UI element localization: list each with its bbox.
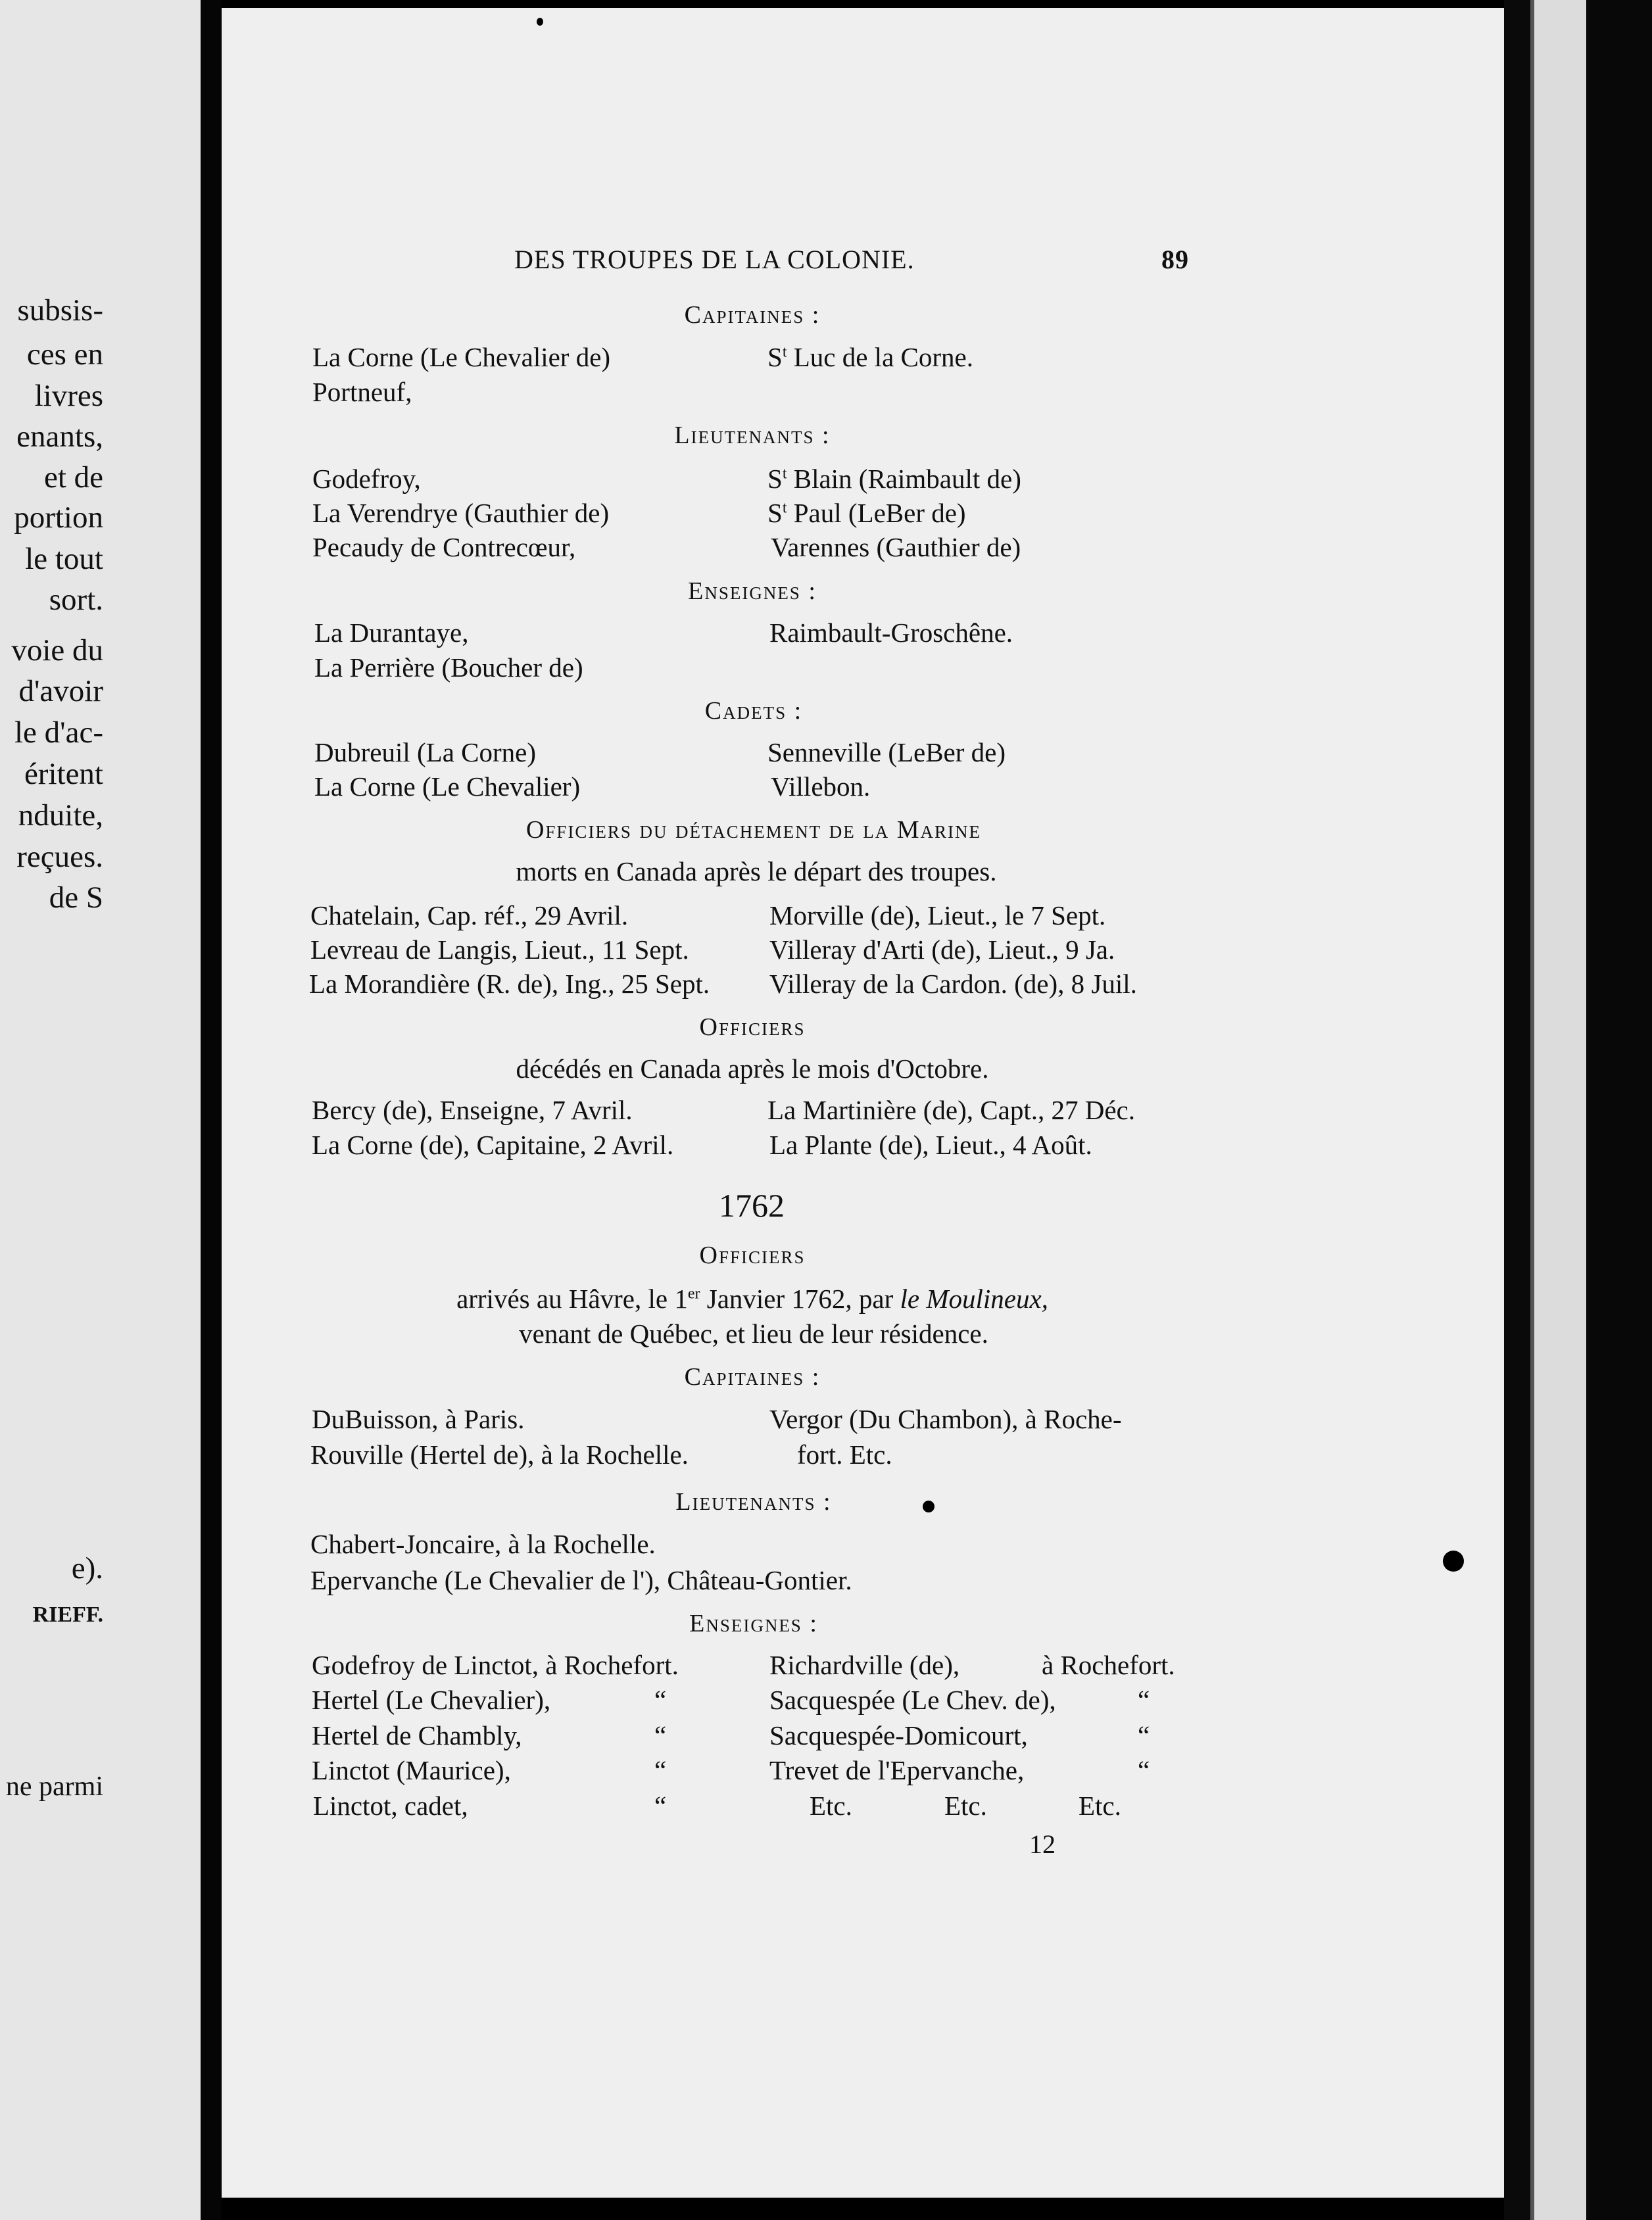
entry-right: Varennes (Gauthier de) — [771, 532, 1021, 562]
ditto-mark: “ — [1138, 1720, 1150, 1750]
page-edge-background — [1586, 0, 1652, 2220]
year-heading: 1762 — [719, 1187, 785, 1224]
entry-line: Chabert-Joncaire, à la Rochelle. — [310, 1529, 656, 1559]
entry-left: Godefroy, — [312, 464, 421, 494]
entry-right: La Plante (de), Lieut., 4 Août. — [769, 1130, 1092, 1160]
left-page-line: nduite, — [18, 798, 103, 832]
entry-right-tail: à Rochefort. — [1042, 1650, 1175, 1680]
book-gutter — [201, 0, 222, 2220]
left-page-line: le tout — [25, 542, 103, 576]
entry-left: La Corne (Le Chevalier) — [314, 771, 581, 802]
entry-right: Senneville (LeBer de) — [767, 737, 1006, 767]
entry-left: Bercy (de), Enseigne, 7 Avril. — [312, 1095, 633, 1125]
left-page-line: e). — [71, 1551, 103, 1585]
left-page-line: enants, — [16, 420, 103, 454]
section-heading: Officiers — [699, 1242, 806, 1269]
entry-left: Dubreuil (La Corne) — [314, 737, 536, 767]
ink-speck — [923, 1501, 935, 1512]
entry-right: fort. Etc. — [797, 1439, 892, 1470]
entry-right: Sacquespée (Le Chev. de), — [769, 1685, 1056, 1715]
entry-left: La Durantaye, — [314, 617, 469, 648]
ink-speck — [537, 18, 543, 26]
entry-line: Epervanche (Le Chevalier de l'), Château-Gontier. — [310, 1565, 852, 1595]
entry-left: Levreau de Langis, Lieut., 11 Sept. — [310, 934, 689, 965]
entry-right: $S^t$ Paul (LeBer de) — [767, 498, 966, 528]
entry-right: Vergor (Du Chambon), à Roche- — [769, 1404, 1122, 1434]
entry-left: DuBuisson, à Paris. — [312, 1404, 525, 1434]
ditto-mark: “ — [1138, 1755, 1150, 1785]
entry-left: La Corne (de), Capitaine, 2 Avril. — [312, 1130, 674, 1160]
entry-right: Etc. — [944, 1791, 987, 1821]
section-intro: venant de Québec, et lieu de leur résidence. — [519, 1318, 988, 1349]
left-page-line: reçues. — [16, 840, 103, 874]
entry-left: La Corne (Le Chevalier de) — [312, 342, 611, 372]
signature-mark: 12 — [1029, 1829, 1056, 1859]
section-heading: Enseignes : — [689, 1610, 818, 1637]
ditto-mark: “ — [654, 1755, 667, 1785]
entry-left: Hertel (Le Chevalier), — [312, 1685, 551, 1715]
entry-left: La Perrière (Boucher de) — [314, 652, 583, 683]
left-page-line: éritent — [24, 757, 103, 791]
entry-left: Linctot (Maurice), — [312, 1755, 511, 1785]
left-page-line: voie du — [11, 633, 103, 667]
entry-right: Etc. — [810, 1791, 852, 1821]
ditto-mark: “ — [1138, 1685, 1150, 1715]
entry-right: La Martinière (de), Capt., 27 Déc. — [767, 1095, 1135, 1125]
left-page-line: sort. — [49, 583, 103, 617]
entry-left: Portneuf, — [312, 377, 412, 407]
entry-right: Raimbault-Groschêne. — [769, 617, 1013, 648]
left-page-line: portion — [14, 500, 103, 535]
entry-right-tail: Etc. — [1079, 1791, 1121, 1821]
entry-right: Villeray de la Cardon. (de), 8 Juil. — [769, 969, 1137, 999]
left-page-line: et de — [43, 460, 103, 495]
section-intro: arrivés au Hâvre, le 1er Janvier 1762, par le Moulineux, — [456, 1284, 1048, 1314]
section-heading: Capitaines : — [684, 301, 821, 329]
entry-left: Hertel de Chambly, — [312, 1720, 522, 1750]
left-page-line: livres — [34, 379, 103, 413]
ditto-mark: “ — [654, 1720, 667, 1750]
left-page-line: le d'ac- — [14, 715, 103, 750]
left-page-line: ne parmi — [5, 1772, 103, 1802]
page-edge-stack — [1530, 0, 1590, 2220]
left-page-line: ces en — [26, 337, 103, 372]
left-page-line: de S — [49, 881, 103, 915]
left-facing-page — [0, 0, 201, 2220]
section-heading: Lieutenants : — [675, 1488, 832, 1516]
entry-right: Sacquespée-Domicourt, — [769, 1720, 1028, 1750]
section-heading: Cadets : — [704, 697, 803, 725]
left-page-line: RIEFF. — [32, 1603, 103, 1627]
entry-right: Morville (de), Lieut., le 7 Sept. — [769, 900, 1106, 930]
entry-right: Trevet de l'Epervanche, — [769, 1755, 1025, 1785]
entry-right: Richardville (de), — [769, 1650, 960, 1680]
entry-right: Villebon. — [771, 771, 871, 802]
ink-speck — [1443, 1551, 1464, 1572]
entry-right: $S^t$ Luc de la Corne. — [767, 342, 973, 372]
page-edge-shadow — [1504, 0, 1530, 2220]
entry-left: Rouville (Hertel de), à la Rochelle. — [310, 1439, 689, 1470]
entry-left: Chatelain, Cap. réf., 29 Avril. — [310, 900, 629, 930]
entry-left: Linctot, cadet, — [313, 1791, 468, 1821]
page-number: 89 — [1161, 245, 1189, 274]
entry-left: La Morandière (R. de), Ing., 25 Sept. — [309, 969, 710, 999]
section-heading: Officiers du détachement de la Marine — [525, 816, 982, 844]
entry-left: La Verendrye (Gauthier de) — [312, 498, 610, 528]
section-subheading: décédés en Canada après le mois d'Octobre. — [516, 1053, 989, 1084]
running-title: DES TROUPES DE LA COLONIE. — [514, 245, 915, 274]
section-subheading: morts en Canada après le départ des troupes. — [516, 856, 997, 886]
ditto-mark: “ — [654, 1791, 667, 1821]
section-heading: Capitaines : — [684, 1363, 821, 1391]
entry-right: $S^t$ Blain (Raimbault de) — [767, 464, 1021, 494]
entry-right: Villeray d'Arti (de), Lieut., 9 Ja. — [769, 934, 1115, 965]
entry-left: Pecaudy de Contrecœur, — [312, 532, 576, 562]
ditto-mark: “ — [654, 1685, 667, 1715]
left-page-line: d'avoir — [18, 674, 103, 708]
entry-left: Godefroy de Linctot, à Rochefort. — [312, 1650, 679, 1680]
section-heading: Lieutenants : — [674, 422, 831, 449]
section-heading: Enseignes : — [688, 577, 817, 605]
left-page-line: subsis- — [17, 293, 103, 327]
section-heading: Officiers — [699, 1013, 806, 1041]
